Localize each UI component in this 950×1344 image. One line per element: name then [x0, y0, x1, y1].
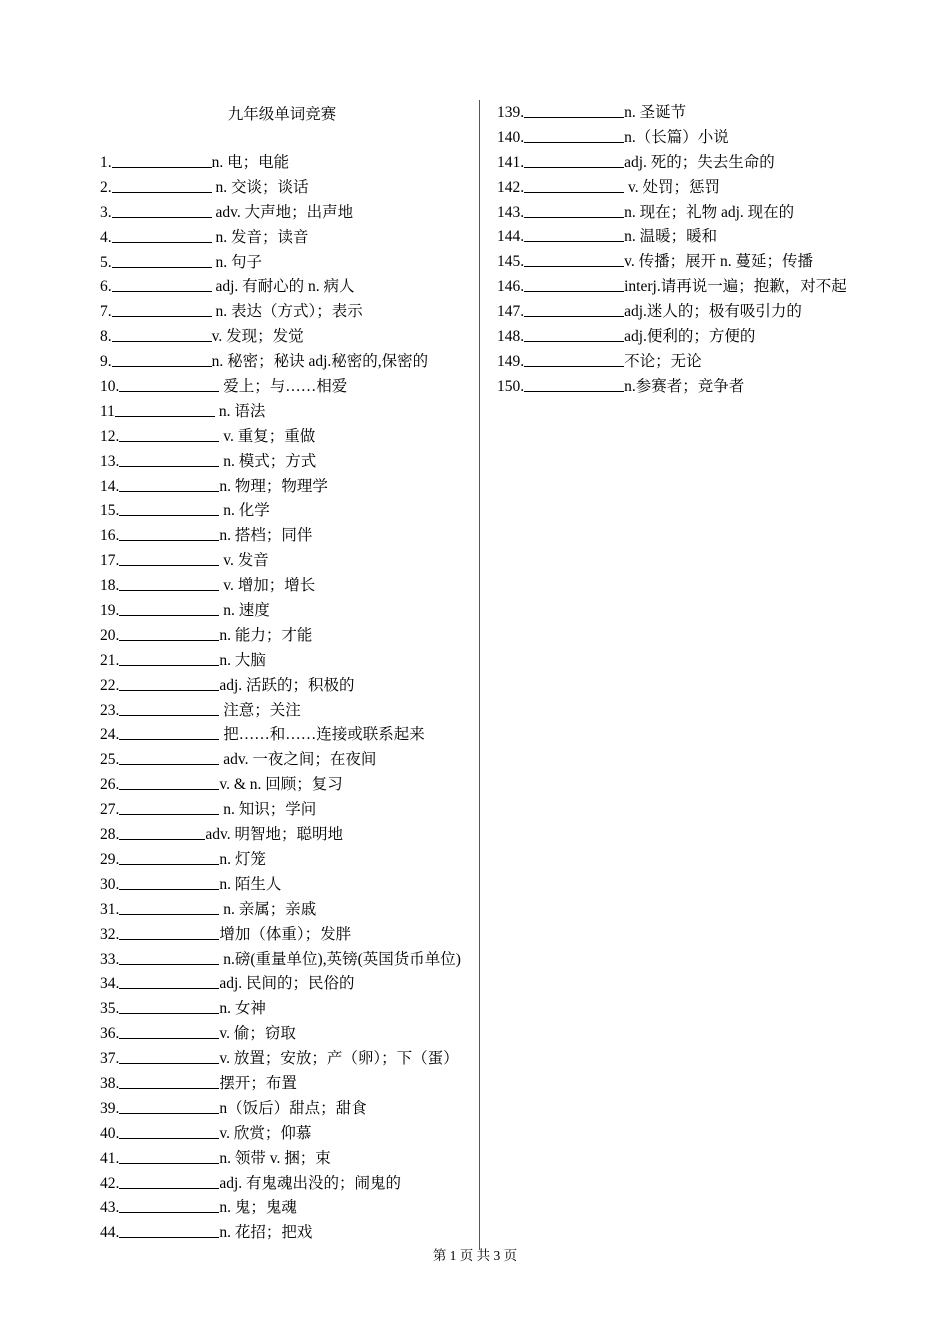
entry-number: 11 [100, 402, 115, 420]
entry-definition: adj. 死的；失去生命的 [624, 153, 775, 171]
answer-blank [524, 151, 624, 168]
entry-number: 141. [497, 153, 525, 171]
entry-definition: adj. 有耐心的 n. 病人 [211, 278, 355, 296]
entry-number: 31. [100, 900, 120, 918]
entry-definition: adv. 明智地；聪明地 [205, 826, 343, 844]
word-entry [100, 549, 470, 574]
word-entry [100, 375, 470, 400]
entry-definition: v. 偷；窃取 [219, 1025, 296, 1043]
answer-blank [119, 1022, 219, 1039]
word-entry [100, 524, 470, 549]
answer-blank [119, 1196, 219, 1213]
answer-blank [119, 1221, 219, 1238]
entry-definition: 增加（体重）；发胖 [219, 925, 352, 943]
word-list-left [100, 151, 470, 1246]
entry-number: 27. [100, 801, 120, 819]
answer-blank [119, 574, 219, 591]
answer-blank [119, 873, 219, 890]
entry-number: 40. [100, 1124, 120, 1142]
entry-definition: n. 表达（方式）；表示 [211, 303, 363, 321]
entry-definition: n. 女神 [219, 1000, 266, 1018]
entry-definition: n. 花招；把戏 [219, 1224, 313, 1242]
entry-definition: n.（长篇）小说 [624, 128, 729, 146]
entry-number: 39. [100, 1099, 120, 1117]
word-entry [100, 1172, 470, 1197]
word-entry [100, 325, 470, 350]
entry-number: 6. [100, 278, 112, 296]
answer-blank [524, 350, 624, 367]
entry-definition: adj.便利的；方便的 [624, 328, 756, 346]
answer-blank [119, 1047, 219, 1064]
column-divider [479, 100, 480, 1250]
answer-blank [119, 997, 219, 1014]
answer-blank [119, 923, 219, 940]
word-entry [100, 699, 470, 724]
entry-definition: n. 句子 [211, 253, 263, 271]
entry-number: 38. [100, 1074, 120, 1092]
entry-number: 12. [100, 427, 120, 445]
word-entry [100, 748, 470, 773]
entry-number: 139. [497, 104, 525, 121]
entry-number: 42. [100, 1174, 120, 1192]
entry-definition: n. 电；电能 [211, 154, 290, 171]
entry-definition: 不论；无论 [624, 352, 702, 370]
entry-definition: n. 物理；物理学 [219, 477, 328, 495]
answer-blank [524, 325, 624, 342]
entry-definition: v. 发现；发觉 [211, 328, 304, 346]
word-entry [100, 649, 470, 674]
entry-definition: n. 灯笼 [219, 850, 266, 868]
entry-number: 2. [100, 178, 112, 196]
entry-definition: n. 领带 v. 捆；束 [219, 1149, 331, 1167]
answer-blank [119, 1097, 219, 1114]
entry-definition: n. 语法 [214, 402, 266, 420]
answer-blank [119, 499, 219, 516]
page-title: 九年级单词竞赛 [227, 106, 337, 123]
answer-blank [112, 151, 212, 168]
answer-blank [112, 251, 212, 268]
entry-definition: v. 欣赏；仰慕 [219, 1124, 312, 1142]
word-entry [100, 475, 470, 500]
answer-blank [115, 400, 215, 417]
entry-definition: n. 发音；读音 [211, 228, 309, 246]
word-entry [100, 1221, 470, 1246]
word-entry [497, 325, 867, 350]
entry-number: 28. [100, 826, 120, 844]
word-entry [100, 972, 470, 997]
entry-definition: v. 处罚；惩罚 [624, 178, 720, 196]
entry-number: 149. [497, 352, 525, 370]
answer-blank [119, 972, 219, 989]
word-entry [100, 1147, 470, 1172]
entry-number: 3. [100, 203, 112, 221]
word-entry [100, 151, 470, 176]
entry-number: 5. [100, 253, 112, 271]
entry-definition: v. 发音 [219, 552, 269, 570]
entry-number: 143. [497, 203, 525, 221]
entry-number: 30. [100, 875, 120, 893]
entry-number: 4. [100, 228, 112, 246]
entry-definition: n（饭后）甜点；甜食 [219, 1099, 367, 1117]
answer-blank [524, 375, 624, 392]
answer-blank [119, 1072, 219, 1089]
answer-blank [112, 350, 212, 367]
word-entry [100, 1097, 470, 1122]
entry-definition: adj. 民间的；民俗的 [219, 975, 355, 993]
entry-number: 1. [100, 154, 112, 171]
word-entry [100, 400, 470, 425]
answer-blank [119, 898, 219, 915]
entry-number: 26. [100, 776, 120, 794]
answer-blank [119, 475, 219, 492]
answer-blank [119, 748, 219, 765]
word-entry [100, 798, 470, 823]
word-entry [100, 1196, 470, 1221]
entry-number: 142. [497, 178, 525, 196]
entry-definition: 摆开；布置 [219, 1074, 297, 1092]
answer-blank [119, 1172, 219, 1189]
entry-definition: adv. 一夜之间；在夜间 [219, 751, 377, 769]
entry-number: 9. [100, 353, 112, 371]
entry-number: 22. [100, 676, 120, 694]
word-entry [100, 1047, 470, 1072]
entry-definition: v. 放置；安放；产（卵）；下（蛋） [219, 1050, 459, 1068]
answer-blank [119, 773, 219, 790]
word-entry [100, 923, 470, 948]
word-entry [100, 948, 470, 973]
entry-number: 15. [100, 502, 120, 520]
entry-number: 8. [100, 328, 112, 346]
word-entry [100, 674, 470, 699]
answer-blank [112, 201, 212, 218]
entry-number: 37. [100, 1050, 120, 1068]
word-entry [497, 300, 867, 325]
entry-number: 148. [497, 328, 525, 346]
entry-number: 35. [100, 1000, 120, 1018]
answer-blank [119, 848, 219, 865]
entry-definition: n. 圣诞节 [624, 104, 687, 121]
entry-definition: n. 大脑 [219, 651, 266, 669]
entry-number: 34. [100, 975, 120, 993]
entry-definition: v. 传播；展开 n. 蔓延；传播 [624, 253, 813, 271]
entry-number: 10. [100, 378, 120, 396]
entry-definition: n. 现在；礼物 adj. 现在的 [624, 203, 795, 221]
word-entry [497, 225, 867, 250]
answer-blank [119, 723, 219, 740]
entry-definition: n. 搭档；同伴 [219, 527, 313, 545]
answer-blank [119, 524, 219, 541]
answer-blank [119, 798, 219, 815]
entry-number: 146. [497, 278, 525, 296]
answer-blank [524, 300, 624, 317]
word-entry [100, 226, 470, 251]
word-entry [497, 176, 867, 201]
word-entry [100, 350, 470, 375]
entry-number: 23. [100, 701, 120, 719]
answer-blank [119, 674, 219, 691]
answer-blank [119, 375, 219, 392]
word-entry [497, 350, 867, 375]
word-entry [100, 823, 470, 848]
answer-blank [119, 649, 219, 666]
entry-definition: v. 增加；增长 [219, 577, 316, 595]
entry-number: 32. [100, 925, 120, 943]
entry-definition: n. 秘密；秘诀 adj.秘密的,保密的 [211, 353, 429, 371]
entry-definition: n. 模式；方式 [219, 452, 317, 470]
entry-number: 145. [497, 253, 525, 271]
word-entry [497, 201, 867, 226]
word-entry [100, 176, 470, 201]
entry-number: 24. [100, 726, 120, 744]
entry-definition: interj.请再说一遍；抱歉，对不起 [624, 278, 847, 296]
entry-number: 150. [497, 377, 525, 395]
entry-number: 33. [100, 950, 120, 968]
answer-blank [524, 275, 624, 292]
word-entry [497, 250, 867, 275]
entry-number: 147. [497, 303, 525, 321]
entry-number: 29. [100, 850, 120, 868]
word-entry [100, 1122, 470, 1147]
entry-definition: adj. 有鬼魂出没的；闹鬼的 [219, 1174, 402, 1192]
entry-definition: n. 鬼；鬼魂 [219, 1199, 297, 1217]
entry-definition: n. 陌生人 [219, 875, 282, 893]
word-entry [100, 275, 470, 300]
word-entry [100, 997, 470, 1022]
word-entry [100, 898, 470, 923]
entry-number: 19. [100, 602, 120, 620]
entry-definition: adj. 活跃的；积极的 [219, 676, 355, 694]
entry-definition: 爱上；与……相爱 [219, 378, 348, 396]
word-entry [100, 499, 470, 524]
entry-definition: n. 温暖；暖和 [624, 228, 718, 246]
entry-number: 140. [497, 128, 525, 146]
answer-blank [119, 450, 219, 467]
word-entry [100, 848, 470, 873]
answer-blank [524, 250, 624, 267]
word-entry [100, 300, 470, 325]
entry-number: 43. [100, 1199, 120, 1217]
word-entry [497, 126, 867, 151]
word-entry [497, 375, 867, 400]
entry-number: 41. [100, 1149, 120, 1167]
answer-blank [119, 948, 219, 965]
word-entry [497, 275, 867, 300]
answer-blank [112, 300, 212, 317]
word-entry [100, 624, 470, 649]
answer-blank [119, 599, 219, 616]
answer-blank [119, 1122, 219, 1139]
entry-number: 18. [100, 577, 120, 595]
entry-definition: n. 交谈；谈话 [211, 178, 309, 196]
word-entry [100, 425, 470, 450]
answer-blank [112, 275, 212, 292]
answer-blank [524, 176, 624, 193]
entry-number: 17. [100, 552, 120, 570]
answer-blank [112, 176, 212, 193]
answer-blank [119, 624, 219, 641]
word-entry [100, 773, 470, 798]
word-list-right [497, 101, 867, 400]
entry-number: 7. [100, 303, 112, 321]
answer-blank [119, 425, 219, 442]
answer-blank [524, 201, 624, 218]
entry-number: 20. [100, 626, 120, 644]
entry-definition: n.磅(重量单位),英镑(英国货币单位) [219, 950, 461, 968]
entry-number: 25. [100, 751, 120, 769]
entry-number: 21. [100, 651, 120, 669]
answer-blank [112, 226, 212, 243]
entry-definition: n. 化学 [219, 502, 270, 520]
answer-blank [119, 699, 219, 716]
answer-blank [524, 225, 624, 242]
word-entry [100, 450, 470, 475]
entry-definition: n. 速度 [219, 602, 270, 620]
answer-blank [119, 549, 219, 566]
entry-definition: 把……和……连接或联系起来 [219, 726, 425, 744]
word-entry [100, 873, 470, 898]
entry-definition: v. & n. 回顾；复习 [219, 776, 343, 794]
entry-number: 14. [100, 477, 120, 495]
word-entry [100, 1072, 470, 1097]
entry-number: 16. [100, 527, 120, 545]
word-entry [100, 574, 470, 599]
entry-definition: n. 能力；才能 [219, 626, 313, 644]
entry-definition: v. 重复；重做 [219, 427, 316, 445]
entry-definition: adv. 大声地；出声地 [211, 203, 354, 221]
answer-blank [524, 126, 624, 143]
word-entry [100, 599, 470, 624]
entry-number: 13. [100, 452, 120, 470]
entry-number: 44. [100, 1224, 120, 1242]
word-entry [497, 151, 867, 176]
word-entry [100, 723, 470, 748]
entry-definition: n. 亲属；亲戚 [219, 900, 317, 918]
entry-number: 144. [497, 228, 525, 246]
answer-blank [524, 101, 624, 118]
entry-definition: 注意；关注 [219, 701, 301, 719]
word-entry [100, 1022, 470, 1047]
entry-definition: adj.迷人的；极有吸引力的 [624, 303, 802, 321]
entry-definition: n.参赛者；竞争者 [624, 377, 745, 395]
answer-blank [119, 1147, 219, 1164]
entry-number: 36. [100, 1025, 120, 1043]
answer-blank [112, 325, 212, 342]
word-entry [100, 201, 470, 226]
page-footer: 第 1 页 共 3 页 [432, 1248, 518, 1263]
word-entry [497, 101, 867, 126]
word-entry [100, 251, 470, 276]
entry-definition: n. 知识；学问 [219, 801, 317, 819]
answer-blank [119, 823, 205, 840]
